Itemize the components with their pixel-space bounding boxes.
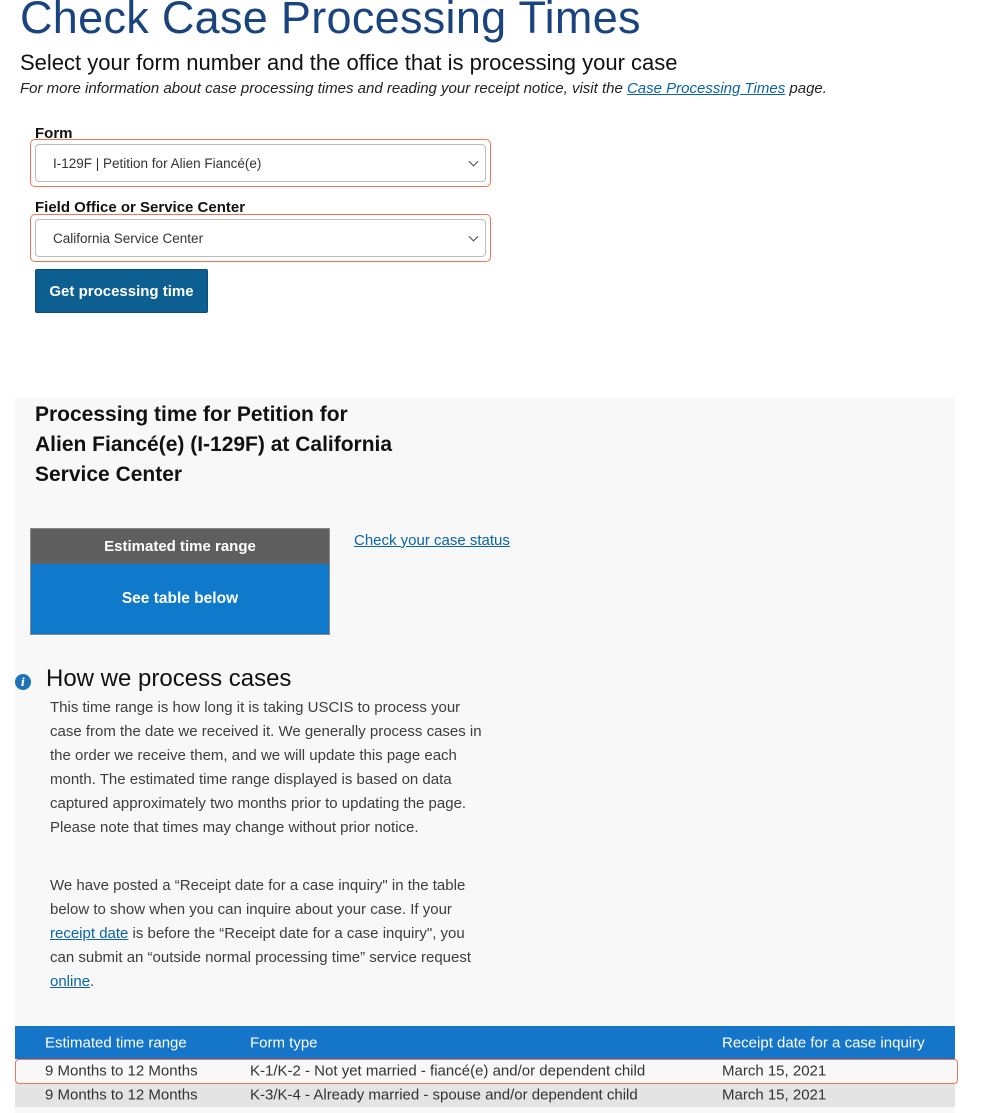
time-range-cell: 9 Months to 12 Months bbox=[45, 1086, 198, 1104]
info-text: For more information about case processing times and reading your receipt notice, visit the Case Processing Times page. bbox=[20, 80, 827, 97]
column-header-receipt-date: Receipt date for a case inquiry bbox=[722, 1034, 925, 1051]
column-header-time-range: Estimated time range bbox=[45, 1034, 187, 1051]
form-select-highlight bbox=[30, 139, 491, 187]
info-icon: i bbox=[15, 674, 31, 690]
estimate-header: Estimated time range bbox=[31, 529, 329, 564]
result-title: Processing time for Petition for Alien Fiancé(e) (I-129F) at California Service Center bbox=[35, 403, 393, 486]
result-panel bbox=[15, 398, 955, 1113]
how-we-process-paragraph-1: This time range is how long it is taking USCIS to process your case from the date we received it. We generally process cases in the order we receive them, and we will update this page each month. The estimated time range displayed is based on data captured approximately two months prior to updating the page. Please note that times may change without prior notice. bbox=[50, 699, 482, 836]
how-we-process-title: How we process cases bbox=[46, 665, 292, 692]
estimate-card bbox=[30, 528, 330, 635]
page-title: Check Case Processing Times bbox=[20, 0, 641, 43]
case-processing-times-link[interactable]: Case Processing Times bbox=[626, 80, 786, 97]
office-label: Field Office or Service Center bbox=[35, 199, 246, 216]
table-header bbox=[15, 1026, 955, 1059]
receipt-date-link[interactable]: receipt date bbox=[50, 925, 129, 942]
form-select-value: I-129F | Petition for Alien Fiancé(e) bbox=[53, 155, 262, 171]
receipt-date-cell: March 15, 2021 bbox=[722, 1062, 827, 1080]
form-select[interactable] bbox=[35, 144, 486, 182]
chevron-down-icon bbox=[469, 157, 479, 167]
page-subtitle: Select your form number and the office that is processing your case bbox=[20, 50, 678, 75]
how-we-process-paragraph-2: We have posted a “Receipt date for a case inquiry" in the table below to show when you can inquire about your case. If your receipt date is before the “Receipt date for a case inquiry", you can submit an “outside normal processing time” service request online. bbox=[50, 877, 472, 990]
office-select-highlight bbox=[30, 214, 491, 262]
get-processing-time-button[interactable]: Get processing time bbox=[35, 269, 208, 313]
row-highlight bbox=[15, 1059, 958, 1084]
office-select-value: California Service Center bbox=[53, 230, 204, 246]
table-row bbox=[15, 1083, 955, 1107]
receipt-date-cell: March 15, 2021 bbox=[722, 1086, 827, 1104]
form-type-cell: K-3/K-4 - Already married - spouse and/or dependent child bbox=[250, 1086, 638, 1104]
estimate-value: See table below bbox=[31, 564, 329, 634]
column-header-form-type: Form type bbox=[250, 1034, 318, 1051]
time-range-cell: 9 Months to 12 Months bbox=[45, 1062, 198, 1080]
check-case-status-link[interactable]: Check your case status bbox=[354, 532, 510, 549]
form-label: Form bbox=[35, 125, 73, 142]
chevron-down-icon bbox=[469, 232, 479, 242]
form-type-cell: K-1/K-2 - Not yet married - fiancé(e) and/or dependent child bbox=[250, 1062, 646, 1080]
office-select[interactable] bbox=[35, 219, 486, 257]
online-link[interactable]: online bbox=[50, 973, 91, 990]
